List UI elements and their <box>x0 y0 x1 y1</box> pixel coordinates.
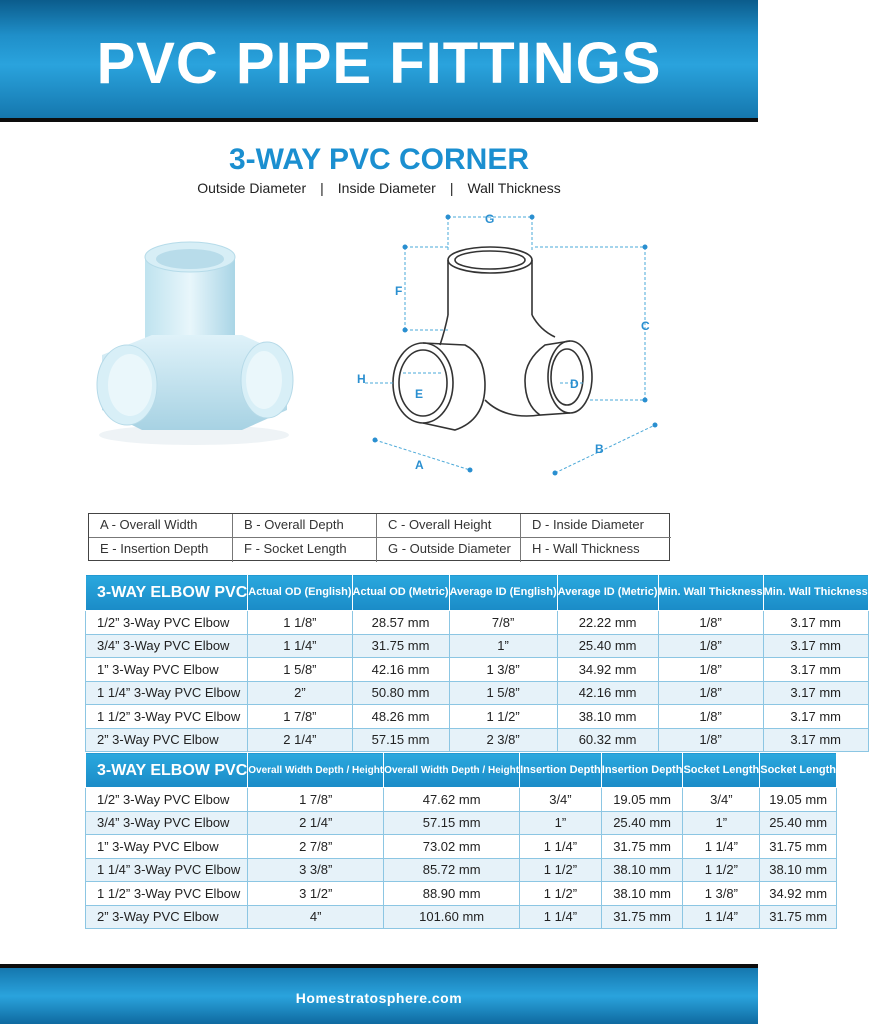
table-cell: 31.75 mm <box>352 634 449 658</box>
table-cell: 1” <box>449 634 557 658</box>
table-cell: 1/8” <box>658 705 763 729</box>
table-cell: 38.10 mm <box>760 858 837 882</box>
subtitle-wall-thickness: Wall Thickness <box>467 180 561 196</box>
table-row <box>86 611 869 635</box>
diagram-label-b: B <box>595 442 604 456</box>
table-cell: 1/8” <box>658 681 763 705</box>
table-cell: 3/4” <box>520 788 602 812</box>
table-row <box>86 882 837 906</box>
table-header-cell: 3-WAY ELBOW PVC <box>86 575 248 611</box>
table-cell: 1 7/8” <box>248 788 384 812</box>
legend-item: C - Overall Height <box>377 514 521 538</box>
table-header-cell: Actual OD (English) <box>248 575 352 611</box>
diagram-label-g: G <box>485 212 495 226</box>
diagram-label-h: H <box>357 372 366 386</box>
header-banner <box>0 0 758 122</box>
table-cell: 1 1/2” <box>683 858 760 882</box>
table-cell: 19.05 mm <box>760 788 837 812</box>
table-header-cell: Socket Length <box>760 753 837 788</box>
table-cell: 7/8” <box>449 611 557 635</box>
table-cell: 1/8” <box>658 658 763 682</box>
row-label-cell: 1 1/4” 3-Way PVC Elbow <box>86 681 248 705</box>
table-cell: 2” <box>248 681 352 705</box>
table-cell: 31.75 mm <box>760 835 837 859</box>
table-row <box>86 858 837 882</box>
width-insertion-socket-table <box>85 752 837 929</box>
table-cell: 25.40 mm <box>557 634 658 658</box>
row-label-cell: 1 1/2” 3-Way PVC Elbow <box>86 882 248 906</box>
table-cell: 19.05 mm <box>601 788 683 812</box>
legend-item: G - Outside Diameter <box>377 538 521 562</box>
table-cell: 1 7/8” <box>248 705 352 729</box>
table-cell: 1 1/2” <box>449 705 557 729</box>
table-cell: 57.15 mm <box>384 811 520 835</box>
diagram-label-f: F <box>395 284 403 298</box>
table-cell: 1/8” <box>658 728 763 752</box>
section-title: 3-WAY PVC CORNER <box>228 143 530 176</box>
dimension-legend <box>88 513 670 561</box>
table-header-cell: 3-WAY ELBOW PVC <box>86 753 248 788</box>
table-header-cell: Average ID (Metric) <box>557 575 658 611</box>
subtitle-separator: | <box>320 180 324 196</box>
footer-banner <box>0 964 758 1024</box>
table-cell: 31.75 mm <box>601 835 683 859</box>
table-cell: 3 3/8” <box>248 858 384 882</box>
table-cell: 42.16 mm <box>352 658 449 682</box>
legend-item: E - Insertion Depth <box>89 538 233 562</box>
legend-item: A - Overall Width <box>89 514 233 538</box>
table-cell: 88.90 mm <box>384 882 520 906</box>
row-label-cell: 3/4” 3-Way PVC Elbow <box>86 634 248 658</box>
diagram-label-d: D <box>570 377 579 391</box>
legend-item: D - Inside Diameter <box>521 514 671 538</box>
table-cell: 1 1/4” <box>520 905 602 929</box>
diagram-label-c: C <box>641 319 650 333</box>
table-row <box>86 658 869 682</box>
page-title: PVC PIPE FITTINGS <box>96 31 662 96</box>
dimension-diagram <box>345 205 675 480</box>
table-cell: 1 3/8” <box>449 658 557 682</box>
od-id-wall-table <box>85 574 869 752</box>
table-cell: 2 7/8” <box>248 835 384 859</box>
row-label-cell: 1” 3-Way PVC Elbow <box>86 658 248 682</box>
table-cell: 73.02 mm <box>384 835 520 859</box>
table-header-cell: Insertion Depth <box>520 753 602 788</box>
diagram-label-e: E <box>415 387 424 401</box>
table-row <box>86 634 869 658</box>
table-cell: 1 1/2” <box>520 882 602 906</box>
table-row <box>86 905 837 929</box>
table-cell: 34.92 mm <box>557 658 658 682</box>
table-header-cell: Actual OD (Metric) <box>352 575 449 611</box>
row-label-cell: 2” 3-Way PVC Elbow <box>86 728 248 752</box>
table-cell: 3.17 mm <box>763 611 868 635</box>
table-row <box>86 705 869 729</box>
table-header-cell: Average ID (English) <box>449 575 557 611</box>
table-cell: 47.62 mm <box>384 788 520 812</box>
table-cell: 1/8” <box>658 634 763 658</box>
table-header-cell: Overall Width Depth / Height <box>248 753 384 788</box>
table-header-cell: Min. Wall Thickness <box>763 575 868 611</box>
table-cell: 3.17 mm <box>763 634 868 658</box>
row-label-cell: 2” 3-Way PVC Elbow <box>86 905 248 929</box>
row-label-cell: 1/2” 3-Way PVC Elbow <box>86 788 248 812</box>
table-cell: 1” <box>683 811 760 835</box>
table-cell: 57.15 mm <box>352 728 449 752</box>
table-header-row <box>86 753 837 788</box>
row-label-cell: 3/4” 3-Way PVC Elbow <box>86 811 248 835</box>
table-cell: 22.22 mm <box>557 611 658 635</box>
table-cell: 1 3/8” <box>683 882 760 906</box>
table-cell: 4” <box>248 905 384 929</box>
table-row <box>86 811 837 835</box>
section-subtitle <box>0 180 758 196</box>
table-cell: 101.60 mm <box>384 905 520 929</box>
table-cell: 31.75 mm <box>760 905 837 929</box>
table-cell: 34.92 mm <box>760 882 837 906</box>
legend-item: B - Overall Depth <box>233 514 377 538</box>
table-cell: 1 1/8” <box>248 611 352 635</box>
table-cell: 2 3/8” <box>449 728 557 752</box>
table-row <box>86 681 869 705</box>
table-cell: 2 1/4” <box>248 811 384 835</box>
table-cell: 85.72 mm <box>384 858 520 882</box>
table-cell: 38.10 mm <box>601 882 683 906</box>
table-cell: 38.10 mm <box>557 705 658 729</box>
subtitle-inside-diameter: Inside Diameter <box>337 180 436 196</box>
table-header-row <box>86 575 869 611</box>
row-label-cell: 1 1/2” 3-Way PVC Elbow <box>86 705 248 729</box>
table-cell: 1 5/8” <box>449 681 557 705</box>
legend-item: H - Wall Thickness <box>532 541 640 556</box>
table-row <box>86 728 869 752</box>
table-cell: 38.10 mm <box>601 858 683 882</box>
table-cell: 3 1/2” <box>248 882 384 906</box>
table-header-cell: Insertion Depth <box>601 753 683 788</box>
table-cell: 60.32 mm <box>557 728 658 752</box>
table-cell: 28.57 mm <box>352 611 449 635</box>
table-cell: 1 1/2” <box>520 858 602 882</box>
table-row <box>86 788 837 812</box>
table-cell: 3.17 mm <box>763 705 868 729</box>
table-cell: 42.16 mm <box>557 681 658 705</box>
table-cell: 25.40 mm <box>760 811 837 835</box>
table-cell: 31.75 mm <box>601 905 683 929</box>
table-cell: 50.80 mm <box>352 681 449 705</box>
table-cell: 3/4” <box>683 788 760 812</box>
table-row <box>86 835 837 859</box>
table-cell: 3.17 mm <box>763 681 868 705</box>
legend-item: F - Socket Length <box>233 538 377 562</box>
table-cell: 1 1/4” <box>683 835 760 859</box>
table-cell: 1 5/8” <box>248 658 352 682</box>
row-label-cell: 1 1/4” 3-Way PVC Elbow <box>86 858 248 882</box>
table-cell: 3.17 mm <box>763 658 868 682</box>
diagram-label-a: A <box>415 458 424 472</box>
table-header-cell: Min. Wall Thickness <box>658 575 763 611</box>
table-header-cell: Overall Width Depth / Height <box>384 753 520 788</box>
table-cell: 1 1/4” <box>520 835 602 859</box>
table-cell: 1” <box>520 811 602 835</box>
table-cell: 3.17 mm <box>763 728 868 752</box>
pvc-corner-photo <box>82 235 302 455</box>
row-label-cell: 1/2” 3-Way PVC Elbow <box>86 611 248 635</box>
table-cell: 1 1/4” <box>248 634 352 658</box>
table-cell: 48.26 mm <box>352 705 449 729</box>
subtitle-separator: | <box>449 180 454 196</box>
table-cell: 1 1/4” <box>683 905 760 929</box>
row-label-cell: 1” 3-Way PVC Elbow <box>86 835 248 859</box>
table-header-cell: Socket Length <box>683 753 760 788</box>
table-cell: 25.40 mm <box>601 811 683 835</box>
table-cell: 1/8” <box>658 611 763 635</box>
subtitle-outside-diameter: Outside Diameter <box>197 180 307 196</box>
footer-site-link[interactable]: Homestratosphere.com <box>295 990 463 1006</box>
table-cell: 2 1/4” <box>248 728 352 752</box>
